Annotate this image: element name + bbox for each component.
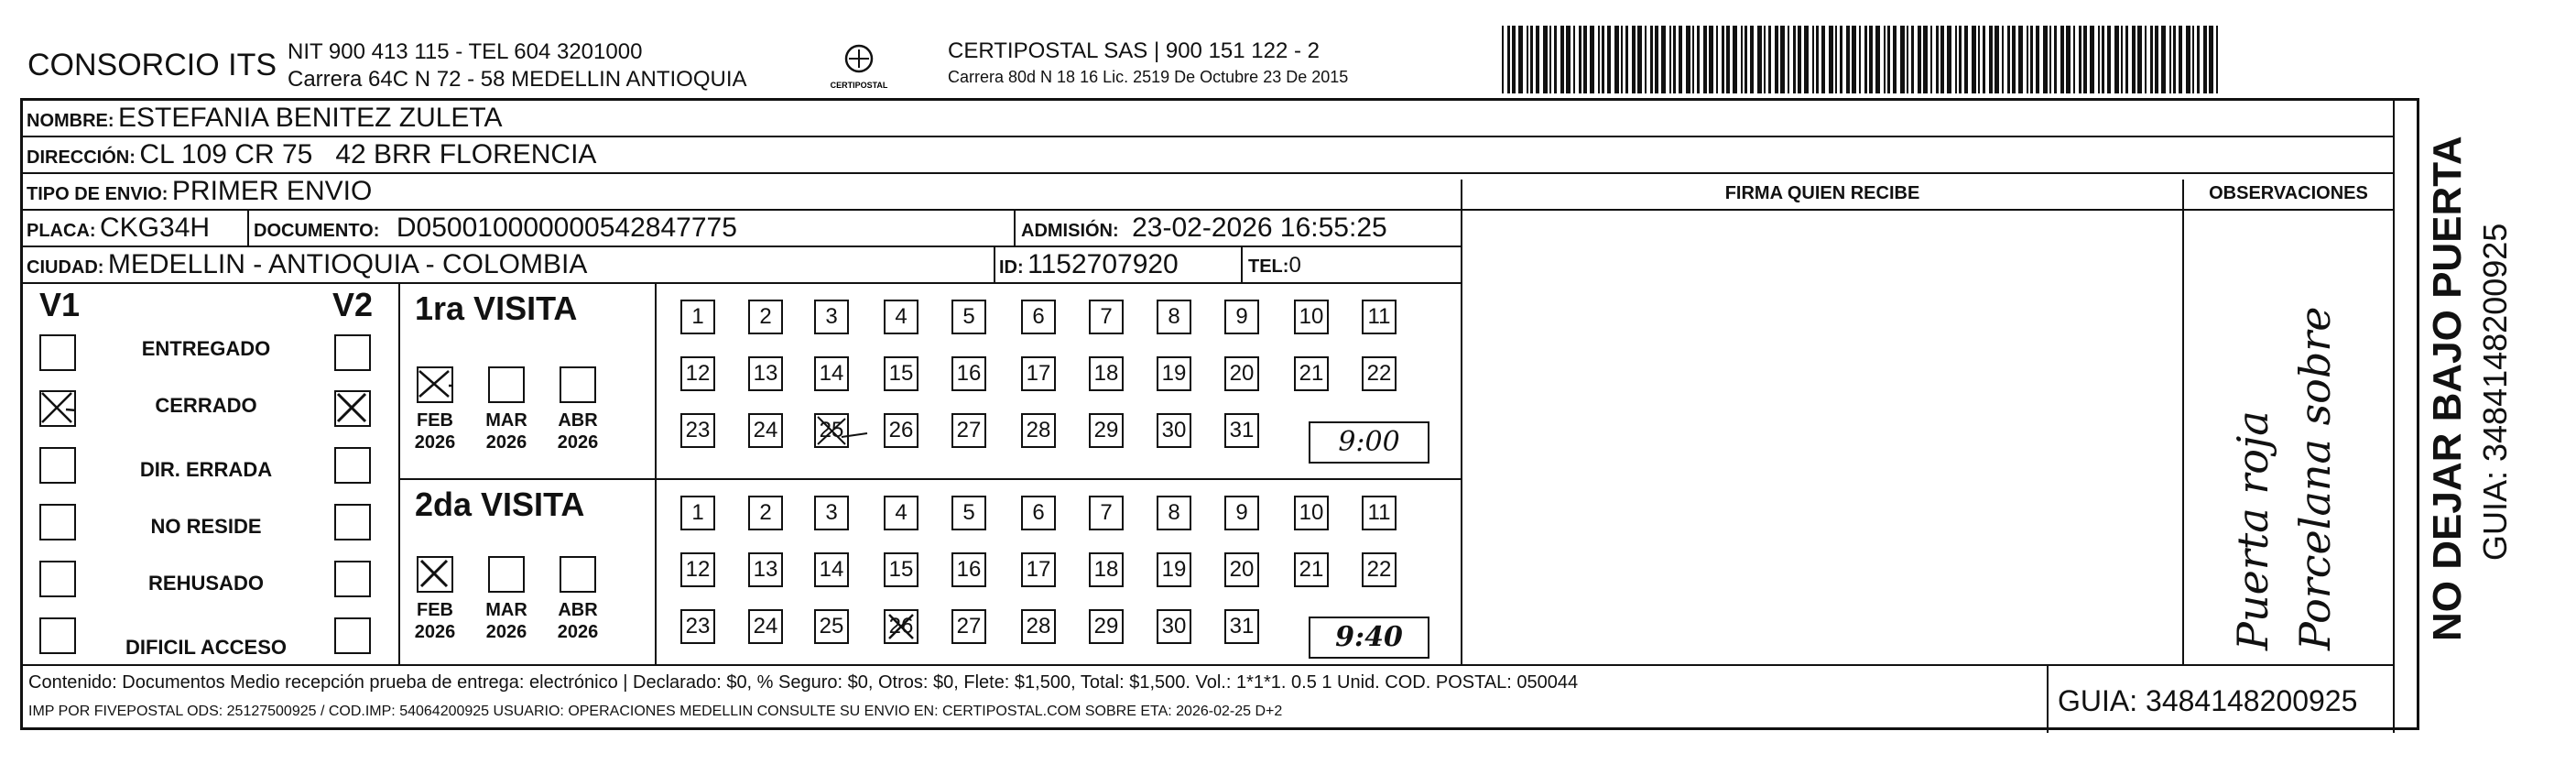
barcode-bar xyxy=(1959,26,1962,93)
observation-line-2: Porcelana sobre xyxy=(2290,306,2340,650)
tel-label: TEL: xyxy=(1248,257,1289,277)
barcode-bar xyxy=(1804,26,1809,93)
v1-dificil-acceso-checkbox[interactable] xyxy=(39,617,76,654)
nombre-label: NOMBRE: xyxy=(27,111,114,131)
barcode-bar xyxy=(1875,26,1880,93)
barcode-bar xyxy=(2012,26,2016,93)
v2-dificil-acceso-checkbox[interactable] xyxy=(334,617,371,654)
barcode-bar xyxy=(2007,26,2010,93)
barcode-bar xyxy=(1703,26,1707,93)
v2-month-abr-checkbox[interactable] xyxy=(560,556,596,593)
barcode-bar xyxy=(1502,26,1504,93)
barcode-bar xyxy=(1733,26,1737,93)
barcode-bar xyxy=(2043,26,2048,93)
day-box-8[interactable]: 8 xyxy=(1157,496,1191,530)
barcode-bar xyxy=(1632,26,1636,93)
admision-label: ADMISIÓN: xyxy=(1021,221,1119,241)
barcode-bar xyxy=(1911,26,1914,93)
barcode-bar xyxy=(1840,26,1842,93)
reason-cerrado: CERRADO xyxy=(155,394,257,417)
no-dejar-notice: NO DEJAR BAJO PUERTA xyxy=(2425,136,2470,641)
barcode-bar xyxy=(1900,26,1905,93)
day-box-16[interactable]: 16 xyxy=(951,356,986,391)
barcode-bar xyxy=(2066,26,2071,93)
v1-month-abr: ABR 2026 xyxy=(557,410,599,453)
day-box-5[interactable]: 5 xyxy=(951,496,986,530)
day-box-26[interactable]: 26 xyxy=(884,609,918,644)
day-box-9[interactable]: 9 xyxy=(1224,496,1259,530)
v2-month-mar-checkbox[interactable] xyxy=(488,556,525,593)
barcode-bar xyxy=(1907,26,1908,93)
day-box-15[interactable]: 15 xyxy=(884,356,918,391)
tel-value: 0 xyxy=(1288,253,1301,278)
barcode xyxy=(1502,26,2225,93)
reason-rehusado: REHUSADO xyxy=(148,572,264,595)
admision-value: 23-02-2026 16:55:25 xyxy=(1132,213,1387,243)
v2-month-mar: MAR 2026 xyxy=(485,600,527,642)
placa-label: PLACA: xyxy=(27,221,96,241)
imp-text: IMP POR FIVEPOSTAL ODS: 25127500925 / COD.IMP: 54064200925 USUARIO: OPERACIONES MEDELLIN CONSULTE SU ENVIO EN: CERTIPOSTAL.COM SOBRE ETA: 2026-02-25 D+2 xyxy=(28,704,1283,719)
barcode-bar xyxy=(1821,26,1825,93)
barcode-bar xyxy=(1846,26,1850,93)
day-box-10[interactable]: 10 xyxy=(1294,300,1329,334)
day-box-30[interactable]: 30 xyxy=(1157,413,1191,448)
documento-value: D050010000000542847775 xyxy=(396,213,737,243)
barcode-bar xyxy=(2150,26,2153,93)
day-box-2[interactable]: 2 xyxy=(748,496,783,530)
barcode-bar xyxy=(1829,26,1833,93)
barcode-bar xyxy=(1530,26,1533,93)
certipostal-address: Carrera 80d N 18 16 Lic. 2519 De Octubre 23 De 2015 xyxy=(948,68,1349,86)
barcode-bar xyxy=(1507,26,1510,93)
barcode-bar xyxy=(1583,26,1587,93)
day-box-1[interactable]: 1 xyxy=(680,496,715,530)
day-box-19[interactable]: 19 xyxy=(1157,356,1191,391)
barcode-bar xyxy=(2030,26,2033,93)
barcode-bar xyxy=(1614,26,1619,93)
v1-cerrado-checkbox[interactable] xyxy=(39,390,76,427)
day-box-14[interactable]: 14 xyxy=(814,356,849,391)
day-box-31[interactable]: 31 xyxy=(1224,413,1259,448)
first-visit-time-box[interactable] xyxy=(1309,421,1429,464)
v2-cerrado-checkbox[interactable] xyxy=(334,390,371,427)
barcode-bar xyxy=(2132,26,2136,93)
barcode-bar xyxy=(2002,26,2004,93)
v1-no-reside-checkbox[interactable] xyxy=(39,504,76,540)
barcode-bar xyxy=(1573,26,1575,93)
v1-month-feb: FEB 2026 xyxy=(414,410,456,453)
footer-guia: GUIA: 3484148200925 xyxy=(2058,684,2358,717)
id-value: 1152707920 xyxy=(1027,249,1179,279)
day-box-6[interactable]: 6 xyxy=(1021,300,1056,334)
barcode-bar xyxy=(1536,26,1539,93)
v1-rehusado-checkbox[interactable] xyxy=(39,561,76,597)
ciudad-label: CIUDAD: xyxy=(27,257,104,278)
day-box-22[interactable]: 22 xyxy=(1362,356,1397,391)
day-box-26[interactable]: 26 xyxy=(884,413,918,448)
barcode-bar xyxy=(1798,26,1801,93)
day-box-29[interactable]: 29 xyxy=(1089,609,1124,644)
barcode-bar xyxy=(1835,26,1837,93)
barcode-bar xyxy=(2079,26,2081,93)
barcode-bar xyxy=(1669,26,1671,93)
day-box-4[interactable]: 4 xyxy=(884,496,918,530)
barcode-bar xyxy=(2192,26,2194,93)
barcode-bar xyxy=(1554,26,1557,93)
barcode-bar xyxy=(1768,26,1771,93)
day-box-22[interactable]: 22 xyxy=(1362,552,1397,587)
direccion-label: DIRECCIÓN: xyxy=(27,147,136,168)
day-box-30[interactable]: 30 xyxy=(1157,609,1191,644)
company-info xyxy=(288,38,747,93)
day-box-11[interactable]: 11 xyxy=(1362,496,1397,530)
barcode-bar xyxy=(1780,26,1785,93)
day-box-4[interactable]: 4 xyxy=(884,300,918,334)
day-box-25[interactable]: 25 xyxy=(814,413,849,448)
x-mark-icon xyxy=(416,366,452,402)
barcode-bar xyxy=(1812,26,1814,93)
barcode-bar xyxy=(1750,26,1754,93)
v1-label: V1 xyxy=(39,286,81,323)
barcode-bar xyxy=(2209,26,2213,93)
day-box-19[interactable]: 19 xyxy=(1157,552,1191,587)
day-box-13[interactable]: 13 xyxy=(748,356,783,391)
barcode-bar xyxy=(2107,26,2111,93)
barcode-bar xyxy=(1887,26,1890,93)
tipo-envio-value: PRIMER ENVIO xyxy=(171,176,373,206)
day-box-16[interactable]: 16 xyxy=(951,552,986,587)
v1-month-mar-checkbox[interactable] xyxy=(488,366,525,403)
barcode-bar xyxy=(2197,26,2200,93)
barcode-bar xyxy=(1607,26,1611,93)
v2-rehusado-checkbox[interactable] xyxy=(334,561,371,597)
v2-month-abr: ABR 2026 xyxy=(557,600,599,642)
barcode-bar xyxy=(2083,26,2087,93)
barcode-bar xyxy=(1673,26,1676,93)
barcode-bar xyxy=(1930,26,1932,93)
barcode-bar xyxy=(2121,26,2123,93)
barcode-bar xyxy=(1650,26,1653,93)
barcode-bar xyxy=(1947,26,1951,93)
certipostal-logo xyxy=(827,40,891,97)
v1-month-feb-checkbox[interactable] xyxy=(417,366,453,403)
x-mark-icon xyxy=(814,413,869,450)
barcode-bar xyxy=(1692,26,1694,93)
direccion-value: CL 109 CR 75 42 BRR FLORENCIA xyxy=(139,139,597,169)
barcode-bar xyxy=(2073,26,2075,93)
nit-line: NIT 900 413 115 - TEL 604 3201000 xyxy=(288,39,643,64)
barcode-bar xyxy=(1869,26,1873,93)
v1-month-mar: MAR 2026 xyxy=(485,410,527,453)
day-box-14[interactable]: 14 xyxy=(814,552,849,587)
day-box-24[interactable]: 24 xyxy=(748,413,783,448)
barcode-bar xyxy=(1983,26,1985,93)
day-box-17[interactable]: 17 xyxy=(1021,356,1056,391)
barcode-bar xyxy=(1726,26,1730,93)
documento-row xyxy=(254,213,737,244)
x-mark-icon xyxy=(416,555,452,592)
barcode-bar xyxy=(2036,26,2039,93)
barcode-bar xyxy=(1679,26,1682,93)
nombre-value: ESTEFANIA BENITEZ ZULETA xyxy=(118,103,503,133)
tipo-envio-row xyxy=(27,176,372,207)
barcode-bar xyxy=(1543,26,1548,93)
day-box-21[interactable]: 21 xyxy=(1294,552,1329,587)
contenido-text: Contenido: Documentos Medio recepción prueba de entrega: electrónico | Declarado: $0, % Seguro: $0, Otros: $0, Flete: $1,500, Total: $1,500. Vol.: 1*1*1. 0.5 1 Unid. COD. POSTAL: 050044 xyxy=(28,672,1579,693)
day-box-27[interactable]: 27 xyxy=(951,609,986,644)
barcode-bar xyxy=(2203,26,2207,93)
first-visit-time: 9:00 xyxy=(1338,426,1400,458)
admision-row xyxy=(1021,213,1387,244)
barcode-bar xyxy=(2169,26,2171,93)
barcode-bar xyxy=(1655,26,1658,93)
direccion-row xyxy=(27,139,596,170)
day-box-17[interactable]: 17 xyxy=(1021,552,1056,587)
reason-entregado: ENTREGADO xyxy=(141,337,271,360)
barcode-bar xyxy=(1716,26,1718,93)
barcode-bar xyxy=(1764,26,1766,93)
barcode-bar xyxy=(1661,26,1666,93)
day-box-7[interactable]: 7 xyxy=(1089,300,1124,334)
observation-line-1: Puerta roja xyxy=(2228,410,2277,650)
day-box-20[interactable]: 20 xyxy=(1224,356,1259,391)
barcode-bar xyxy=(1637,26,1642,93)
barcode-bar xyxy=(2102,26,2104,93)
day-box-24[interactable]: 24 xyxy=(748,609,783,644)
barcode-bar xyxy=(2098,26,2100,93)
barcode-bar xyxy=(1940,26,1944,93)
barcode-bar xyxy=(1566,26,1571,93)
firma-header: FIRMA QUIEN RECIBE xyxy=(1724,183,1920,203)
v1-dir-errada-checkbox[interactable] xyxy=(39,447,76,484)
day-box-23[interactable]: 23 xyxy=(680,413,715,448)
company-address: Carrera 64C N 72 - 58 MEDELLIN ANTIOQUIA xyxy=(288,67,747,92)
day-box-12[interactable]: 12 xyxy=(680,356,715,391)
day-box-9[interactable]: 9 xyxy=(1224,300,1259,334)
day-box-28[interactable]: 28 xyxy=(1021,609,1056,644)
day-box-31[interactable]: 31 xyxy=(1224,609,1259,644)
barcode-bar xyxy=(2027,26,2028,93)
day-box-28[interactable]: 28 xyxy=(1021,413,1056,448)
barcode-bar xyxy=(1722,26,1724,93)
day-box-27[interactable]: 27 xyxy=(951,413,986,448)
barcode-bar xyxy=(1709,26,1713,93)
day-box-10[interactable]: 10 xyxy=(1294,496,1329,530)
barcode-bar xyxy=(1859,26,1861,93)
barcode-bar xyxy=(1893,26,1897,93)
barcode-bar xyxy=(1527,26,1528,93)
day-box-5[interactable]: 5 xyxy=(951,300,986,334)
ciudad-row xyxy=(27,249,587,280)
barcode-bar xyxy=(1621,26,1623,93)
second-visit-time: 9:40 xyxy=(1335,621,1403,653)
barcode-bar xyxy=(1549,26,1551,93)
day-box-2[interactable]: 2 xyxy=(748,300,783,334)
x-mark-icon xyxy=(333,389,370,426)
barcode-bar xyxy=(1793,26,1796,93)
barcode-bar xyxy=(1512,26,1516,93)
barcode-bar xyxy=(1560,26,1564,93)
barcode-bar xyxy=(1964,26,1968,93)
barcode-bar xyxy=(2125,26,2128,93)
barcode-bar xyxy=(2114,26,2119,93)
barcode-bar xyxy=(1994,26,1999,93)
placa-value: CKG34H xyxy=(100,213,211,243)
day-box-3[interactable]: 3 xyxy=(814,496,849,530)
barcode-bar xyxy=(2173,26,2176,93)
day-box-8[interactable]: 8 xyxy=(1157,300,1191,334)
barcode-bar xyxy=(1978,26,1980,93)
barcode-bar xyxy=(2137,26,2142,93)
id-label: ID: xyxy=(999,257,1024,278)
barcode-bar xyxy=(1775,26,1778,93)
day-box-23[interactable]: 23 xyxy=(680,609,715,644)
barcode-bar xyxy=(2060,26,2064,93)
barcode-bar xyxy=(1745,26,1747,93)
x-mark-icon xyxy=(38,389,75,426)
v2-month-feb: FEB 2026 xyxy=(414,600,456,642)
barcode-bar xyxy=(2018,26,2023,93)
barcode-bar xyxy=(1955,26,1957,93)
barcode-bar xyxy=(1864,26,1867,93)
barcode-bar xyxy=(1518,26,1523,93)
day-box-13[interactable]: 13 xyxy=(748,552,783,587)
signature-area[interactable] xyxy=(1464,213,2180,661)
v2-month-feb-checkbox[interactable] xyxy=(417,556,453,593)
barcode-bar xyxy=(2186,26,2190,93)
day-box-18[interactable]: 18 xyxy=(1089,552,1124,587)
certipostal-info xyxy=(948,38,1348,90)
barcode-bar xyxy=(2179,26,2182,93)
barcode-bar xyxy=(1645,26,1647,93)
documento-label: DOCUMENTO: xyxy=(254,221,380,241)
tipo-envio-label: TIPO DE ENVIO: xyxy=(27,184,168,204)
barcode-bar xyxy=(1686,26,1690,93)
v2-entregado-checkbox[interactable] xyxy=(334,334,371,371)
barcode-bar xyxy=(1852,26,1856,93)
barcode-bar xyxy=(1602,26,1604,93)
day-box-12[interactable]: 12 xyxy=(680,552,715,587)
barcode-bar xyxy=(1625,26,1628,93)
barcode-bar xyxy=(2090,26,2094,93)
day-box-11[interactable]: 11 xyxy=(1362,300,1397,334)
barcode-bar xyxy=(1579,26,1581,93)
reason-no-reside: NO RESIDE xyxy=(150,515,262,538)
reason-dir-errada: DIR. ERRADA xyxy=(139,458,273,481)
barcode-bar xyxy=(2161,26,2166,93)
day-box-29[interactable]: 29 xyxy=(1089,413,1124,448)
v2-label: V2 xyxy=(332,286,374,323)
v1-entregado-checkbox[interactable] xyxy=(39,334,76,371)
barcode-bar xyxy=(1757,26,1762,93)
reason-dificil-acceso: DIFICIL ACCESO xyxy=(125,636,287,659)
day-box-20[interactable]: 20 xyxy=(1224,552,1259,587)
v2-dir-errada-checkbox[interactable] xyxy=(334,447,371,484)
second-visit-title: 2da VISITA xyxy=(415,486,585,523)
id-row xyxy=(999,249,1179,280)
observaciones-header: OBSERVACIONES xyxy=(2209,183,2368,203)
x-mark-icon xyxy=(884,609,920,646)
nombre-row xyxy=(27,103,503,134)
logo-text: CERTIPOSTAL xyxy=(830,81,888,90)
day-box-15[interactable]: 15 xyxy=(884,552,918,587)
company-name: CONSORCIO ITS xyxy=(27,48,277,82)
day-box-3[interactable]: 3 xyxy=(814,300,849,334)
barcode-bar xyxy=(1936,26,1939,93)
day-box-7[interactable]: 7 xyxy=(1089,496,1124,530)
certipostal-line: CERTIPOSTAL SAS | 900 151 122 - 2 xyxy=(948,38,1320,63)
barcode-bar xyxy=(1884,26,1886,93)
second-visit-time-box[interactable] xyxy=(1309,617,1429,659)
barcode-bar xyxy=(1598,26,1600,93)
barcode-bar xyxy=(1590,26,1594,93)
v2-no-reside-checkbox[interactable] xyxy=(334,504,371,540)
day-box-25[interactable]: 25 xyxy=(814,609,849,644)
barcode-bar xyxy=(1816,26,1819,93)
barcode-bar xyxy=(2054,26,2057,93)
barcode-bar xyxy=(1989,26,1993,93)
barcode-bar xyxy=(1918,26,1921,93)
v1-month-abr-checkbox[interactable] xyxy=(560,366,596,403)
day-box-6[interactable]: 6 xyxy=(1021,496,1056,530)
ciudad-value: MEDELLIN - ANTIOQUIA - COLOMBIA xyxy=(107,249,588,279)
delivery-form xyxy=(20,98,2419,730)
side-guia: GUIA: 3484148200925 xyxy=(2476,223,2514,561)
first-visit-title: 1ra VISITA xyxy=(415,289,578,327)
barcode-bar xyxy=(1923,26,1928,93)
day-box-1[interactable]: 1 xyxy=(680,300,715,334)
barcode-bar xyxy=(2145,26,2147,93)
barcode-bar xyxy=(2216,26,2218,93)
barcode-bar xyxy=(1741,26,1743,93)
tel-row xyxy=(1248,253,1301,278)
placa-row xyxy=(27,213,210,244)
barcode-bar xyxy=(1697,26,1700,93)
barcode-bar xyxy=(1788,26,1789,93)
barcode-bar xyxy=(2155,26,2158,93)
barcode-bar xyxy=(2049,26,2051,93)
day-box-21[interactable]: 21 xyxy=(1294,356,1329,391)
barcode-bar xyxy=(1972,26,1976,93)
day-box-18[interactable]: 18 xyxy=(1089,356,1124,391)
